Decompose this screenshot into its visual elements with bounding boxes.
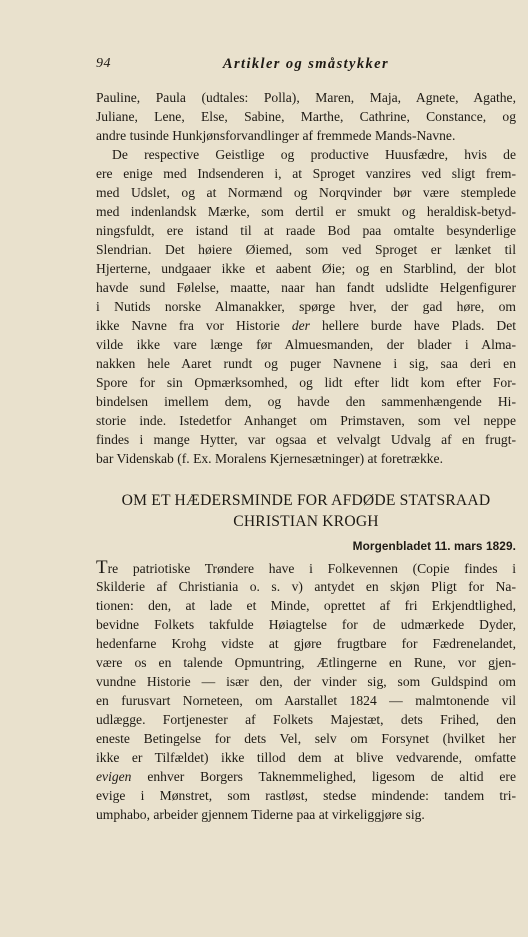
text-line: bindelsen imellem dem, og havde den sammenhængende Hi- bbox=[96, 394, 516, 409]
text-line-mixed bbox=[96, 316, 516, 335]
text-line-mixed bbox=[96, 767, 516, 786]
text-line: vundne Historie — især den, der vinder sig, som Guldspind om bbox=[96, 674, 516, 689]
text-line: ikke er Tilfældet) ikke tillod dem at blive vedvarende, omfatte bbox=[96, 750, 516, 765]
section-gap bbox=[96, 468, 516, 490]
text-line: Pauline, Paula (udtales: Polla), Maren, Maja, Agnete, Agathe, bbox=[96, 90, 516, 105]
text-line: evige i Mønstret, som rastløst, stedse mindende: tandem tri- bbox=[96, 788, 516, 803]
text-line: havde sund Følelse, maatte, naar han fandt udslidte Helgenfigurer bbox=[96, 280, 516, 295]
text-segment: re patriotiske Trøndere have i Folkevennen (Copie findes i bbox=[107, 561, 516, 576]
text-line: vilde ikke vare længe før Almuesmanden, der blader i Alma- bbox=[96, 337, 516, 352]
text-line: andre tusinde Hunkjønsforvandlinger af fremmede Mands-Navne. bbox=[96, 128, 456, 143]
paragraph bbox=[96, 145, 516, 468]
page-body bbox=[96, 88, 516, 824]
text-line: en furusvart Norneteen, om Aarstallet 1824 — malmtonende vil bbox=[96, 693, 516, 708]
initial-letter: T bbox=[96, 557, 108, 578]
text-segment: ikke Navne fra vor Historie bbox=[96, 318, 280, 333]
text-line: findes i mange Hytter, var ogsaa et velvalgt Udvalg af en frugt- bbox=[96, 432, 516, 447]
italic-word: evigen bbox=[96, 769, 132, 784]
text-line: Slendrian. Det høiere Øiemed, som ved Sproget er lænket til bbox=[96, 242, 516, 257]
text-line: hedenfarne Krohg vidste at gjøre frugtbare for Fædrenelandet, bbox=[96, 636, 516, 651]
text-line-first bbox=[96, 558, 516, 577]
text-line: Spore for sin Opmærksomhed, og lidt efter lidt kom efter For- bbox=[96, 375, 516, 390]
article-paragraph bbox=[96, 558, 516, 824]
text-line: eneste Betingelse for dets Vel, selv om Forsynet (hvilket her bbox=[96, 731, 516, 746]
continued-paragraph bbox=[96, 88, 516, 145]
text-line: Juliane, Lene, Else, Sabine, Marthe, Cathrine, Constance, og bbox=[96, 109, 516, 124]
text-line: ere enige med Indsenderen i, at Sproget vanzires ved sligt frem- bbox=[96, 166, 516, 181]
text-line: Hjerterne, undgaaer ikke et aabent Øie; og en Starblind, der blot bbox=[96, 261, 516, 276]
text-line: ningsfuldt, ere istand til at raade Bod paa omtalte besynderlige bbox=[96, 223, 516, 238]
text-line: tionen: den, at lade et Minde, oprettet af fri Erkjendtlighed, bbox=[96, 598, 516, 613]
text-line: umphabo, arbeider gjennem Tiderne paa at virkeliggjøre sig. bbox=[96, 807, 425, 822]
text-line: storie inde. Istedetfor Anhanget om Primstaven, som vel neppe bbox=[96, 413, 516, 428]
text-line: nakken hele Aaret rundt og puger Navnene i sig, saa deri en bbox=[96, 356, 516, 371]
running-title: Artikler og småstykker bbox=[222, 56, 390, 72]
text-line: bevidne Folkets takfulde Høiagtelse for de udmærkede Dyder, bbox=[96, 617, 516, 632]
text-segment: enhver Borgers Taknemmelighed, ligesom de altid ere bbox=[147, 769, 516, 784]
article-title-line: OM ET HÆDERSMINDE FOR AFDØDE STATSRAAD bbox=[121, 492, 491, 509]
text-line: med Udslet, og at Normænd og Norqvinder bør være stemplede bbox=[96, 185, 516, 200]
article-title-line: CHRISTIAN KROGH bbox=[233, 513, 379, 530]
article-source: Morgenbladet 11. mars 1829. bbox=[352, 539, 516, 553]
text-line: i Nutids norske Almanakker, spørge hver, der gad høre, om bbox=[96, 299, 516, 314]
text-line: være os en talende Opmuntring, Ætlingerne en Rune, vor gjen- bbox=[96, 655, 516, 670]
text-line: Skilderie af Christiania o. s. v) antydet en skjøn Pligt for Na- bbox=[96, 579, 516, 594]
text-line: De respective Geistlige og productive Huusfædre, hvis de bbox=[112, 147, 516, 162]
page-header bbox=[96, 56, 516, 78]
page-number: 94 bbox=[96, 56, 111, 71]
text-segment: hellere burde have Plads. Det bbox=[321, 318, 516, 333]
text-line: bar Videnskab (f. Ex. Moralens Kjernesætninger) at foretrække. bbox=[96, 451, 443, 466]
article-heading bbox=[96, 490, 516, 556]
text-line: med indenlandsk Mærke, som dertil er smukt og heraldisk-betyd- bbox=[96, 204, 516, 219]
text-line: udlægge. Fortjenester af Folkets Majestæt, dets Frihed, den bbox=[96, 712, 516, 727]
italic-word: der bbox=[291, 318, 310, 333]
